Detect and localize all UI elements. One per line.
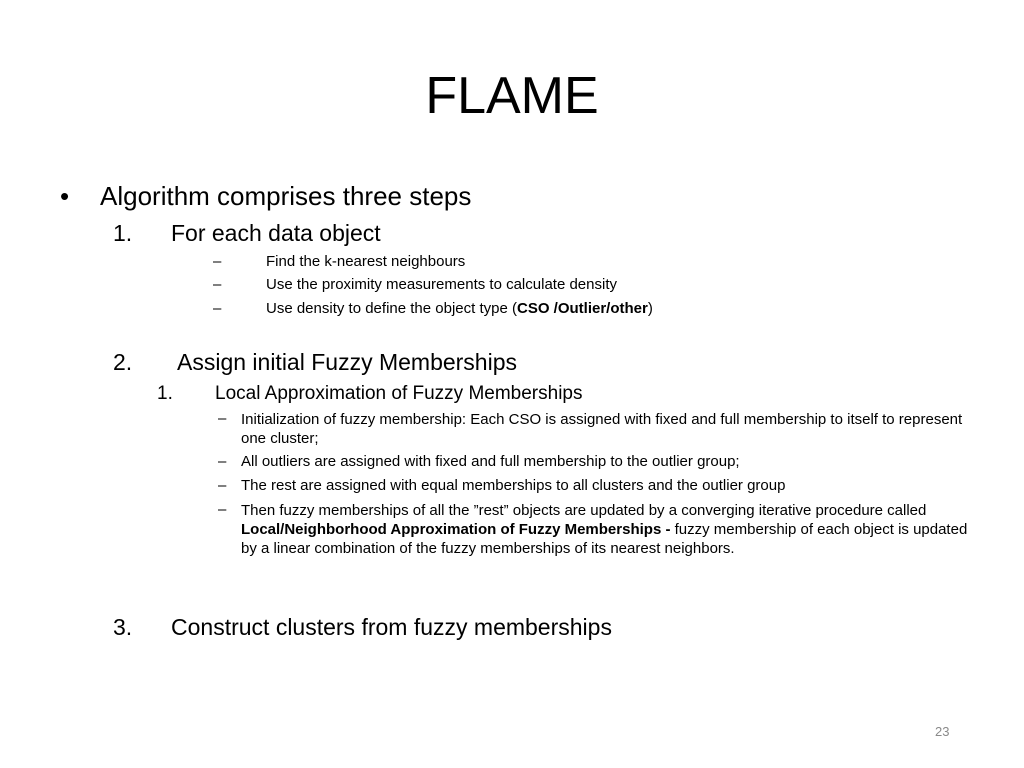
dash-icon: –	[218, 410, 227, 427]
dash-icon: –	[213, 276, 222, 293]
substep-2-1-label: Local Approximation of Fuzzy Memberships	[215, 383, 583, 404]
slide-title: FLAME	[425, 67, 599, 125]
step-1-subitem-1: Find the k-nearest neighbours	[266, 253, 466, 270]
step-2-number: 2.	[113, 349, 133, 375]
dash-icon: –	[218, 501, 227, 518]
substep-2-1-item-3: The rest are assigned with equal memberships to all clusters and the outlier group	[241, 477, 786, 494]
substep-2-1-item-4: Then fuzzy memberships of all the ”rest” objects are updated by a converging iterative procedure called Local/Neighborhood Approximation of Fuzzy Memberships - fuzzy membership of each object is updated by a linear combination of the fuzzy memberships of its nearest neighbors.	[241, 502, 968, 557]
step-2-label: Assign initial Fuzzy Memberships	[177, 349, 518, 375]
step-1-label: For each data object	[171, 220, 381, 246]
step-1-subitem-3: Use density to define the object type (CSO /Outlier/other)	[266, 300, 653, 317]
bullet-icon: •	[60, 181, 70, 211]
substep-2-1-item-1: Initialization of fuzzy membership: Each CSO is assigned with fixed and full membership to itself to represent one cluster;	[241, 411, 963, 447]
dash-icon: –	[213, 300, 222, 317]
substep-2-1-number: 1.	[157, 383, 173, 404]
step-3-number: 3.	[113, 614, 133, 640]
step-3-label: Construct clusters from fuzzy memberships	[171, 614, 612, 640]
dash-icon: –	[218, 477, 227, 494]
step-1-subitem-2: Use the proximity measurements to calculate density	[266, 276, 617, 293]
substep-2-1-item-2: All outliers are assigned with fixed and full membership to the outlier group;	[241, 453, 740, 470]
page-number: 23	[935, 724, 950, 739]
dash-icon: –	[218, 453, 227, 470]
dash-icon: –	[213, 253, 222, 270]
step-1-number: 1.	[113, 220, 133, 246]
main-point: Algorithm comprises three steps	[100, 181, 472, 211]
